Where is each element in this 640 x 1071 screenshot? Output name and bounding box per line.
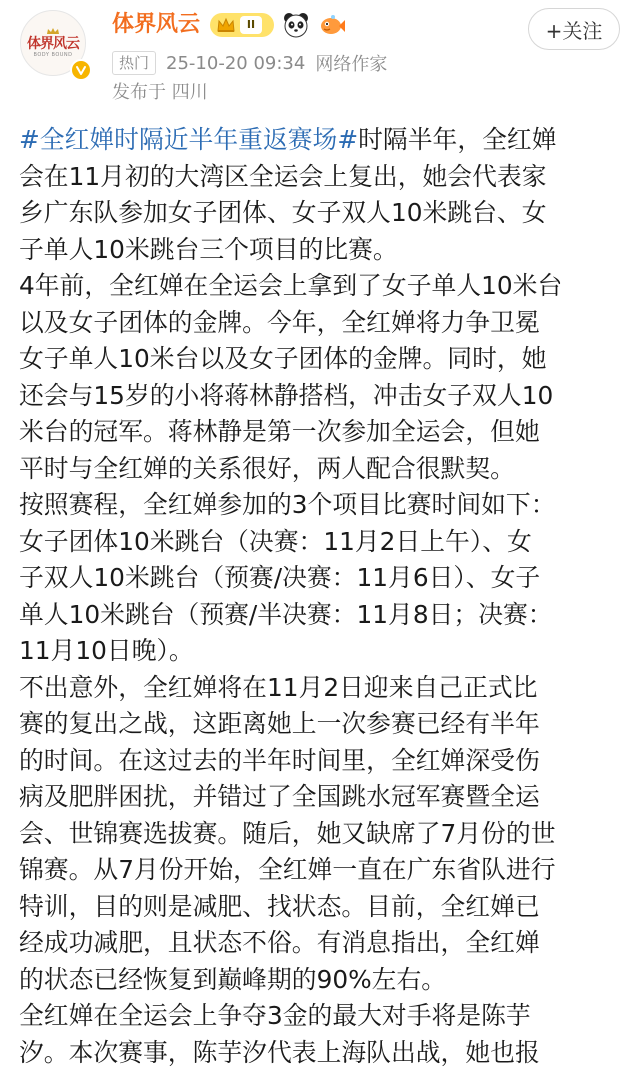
level-badge[interactable]	[210, 13, 274, 37]
avatar-subtext: BODY BOUND	[33, 52, 72, 59]
post-line: 会在11月初的大湾区全运会上复出，她会代表家	[19, 159, 621, 196]
post-line: 单人10米跳台（预赛/半决赛：11月8日；决赛：	[19, 597, 621, 634]
post-header	[0, 0, 640, 120]
post-line: 会、世锦赛选拔赛。随后，她又缺席了7月份的世	[19, 816, 621, 853]
post-line: 特训，目的则是减肥、找状态。目前，全红婵已	[19, 889, 621, 926]
crown-icon	[216, 17, 236, 33]
fish-icon[interactable]	[318, 11, 346, 39]
avatar[interactable]	[20, 10, 92, 82]
post-line: 平时与全红婵的关系很好，两人配合很默契。	[19, 451, 621, 488]
verified-icon	[70, 59, 92, 81]
post-line: 女子单人10米台以及女子团体的金牌。同时，她	[19, 341, 621, 378]
meta-row	[112, 50, 387, 76]
user-name[interactable]: 体界风云	[112, 10, 200, 40]
hashtag-link[interactable]: #全红婵时隔近半年重返赛场#	[19, 125, 358, 154]
post-line: 汐。本次赛事，陈芋汐代表上海队出战，她也报	[19, 1035, 621, 1071]
post-line: 的状态已经恢复到巅峰期的90%左右。	[19, 962, 621, 999]
hot-tag: 热门	[112, 51, 156, 75]
post-line: 经成功减肥，且状态不俗。有消息指出，全红婵	[19, 925, 621, 962]
post-text: 时隔半年，全红婵	[358, 125, 556, 154]
post-line: 赛的复出之战，这距离她上一次参赛已经有半年	[19, 706, 621, 743]
post-content	[19, 122, 621, 1071]
avatar-text: 体界风云	[27, 37, 79, 52]
post-line	[19, 122, 621, 159]
post-line: 乡广东队参加女子团体、女子双人10米跳台、女	[19, 195, 621, 232]
post-line: 子双人10米跳台（预赛/决赛：11月6日）、女子	[19, 560, 621, 597]
follow-button[interactable]: +关注	[528, 8, 620, 50]
source-label: 网络作家	[315, 50, 387, 76]
post-line: 的时间。在这过去的半年时间里，全红婵深受伤	[19, 743, 621, 780]
user-row	[112, 8, 346, 42]
post-line: 以及女子团体的金牌。今年，全红婵将力争卫冕	[19, 305, 621, 342]
post-line: 不出意外，全红婵将在11月2日迎来自己正式比	[19, 670, 621, 707]
post-line: 子单人10米跳台三个项目的比赛。	[19, 232, 621, 269]
post-line: 11月10日晚）。	[19, 633, 621, 670]
post-line: 锦赛。从7月份开始，全红婵一直在广东省队进行	[19, 852, 621, 889]
post-line: 还会与15岁的小将蒋林静搭档，冲击女子双人10	[19, 378, 621, 415]
avatar-crown-icon	[46, 27, 60, 35]
verified-v-icon	[75, 64, 87, 76]
post-line: 女子团体10米跳台（决赛：11月2日上午）、女	[19, 524, 621, 561]
post-line: 病及肥胖困扰，并错过了全国跳水冠军赛暨全运	[19, 779, 621, 816]
location-label: 发布于 四川	[112, 80, 208, 106]
post-line: 米台的冠军。蒋林静是第一次参加全运会，但她	[19, 414, 621, 451]
post-line: 4年前，全红婵在全运会上拿到了女子单人10米台	[19, 268, 621, 305]
timestamp: 25-10-20 09:34	[166, 53, 305, 74]
panda-icon[interactable]	[282, 11, 310, 39]
post-line: 全红婵在全运会上争夺3金的最大对手将是陈芋	[19, 998, 621, 1035]
level-text: II	[240, 16, 262, 34]
post-line: 按照赛程，全红婵参加的3个项目比赛时间如下：	[19, 487, 621, 524]
